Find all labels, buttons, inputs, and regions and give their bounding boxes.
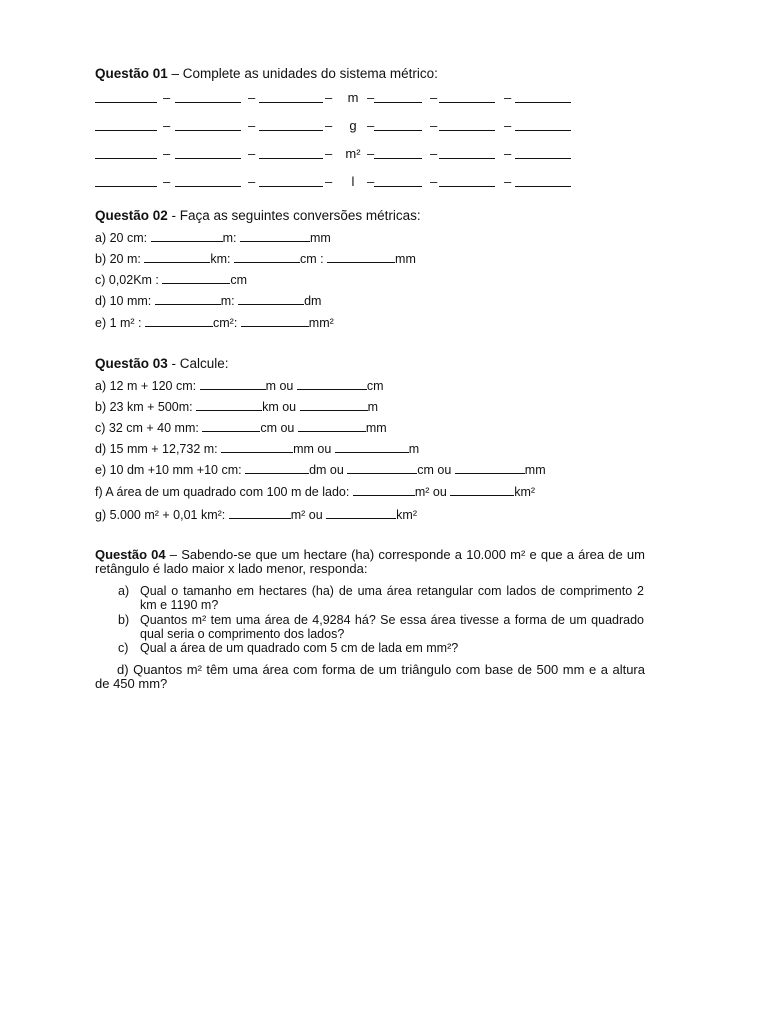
q3-a-unit2: cm <box>366 379 384 393</box>
q2-e-unit1: cm²: <box>213 316 241 330</box>
answer-blank[interactable] <box>229 518 291 519</box>
answer-blank[interactable] <box>162 283 230 284</box>
answer-blank[interactable] <box>240 241 310 242</box>
q2-label: Questão 02 <box>95 208 168 223</box>
dash-separator: – <box>325 90 333 105</box>
q2-d-unit1: m: <box>220 294 239 308</box>
metric-unit: g <box>349 118 357 133</box>
dash-separator: – <box>248 174 256 189</box>
answer-blank[interactable] <box>221 452 293 453</box>
q4-d-text: d) Quantos m² têm uma área com forma de um triângulo com base de 500 mm e a altura de 450 mm? <box>95 662 645 691</box>
answer-blank[interactable] <box>196 410 262 411</box>
q2-a-prompt: a) 20 cm: <box>95 231 151 245</box>
q4-b-label: b) <box>118 613 130 627</box>
answer-blank[interactable] <box>374 130 422 131</box>
answer-blank[interactable] <box>155 304 221 305</box>
q3-e-unit3: mm <box>524 463 546 477</box>
q3-f-unit2: km² <box>514 485 536 499</box>
answer-blank[interactable] <box>259 130 323 131</box>
q1-label: Questão 01 <box>95 66 168 81</box>
q2-title <box>95 208 421 223</box>
q4-item-a <box>118 585 644 612</box>
dash-separator: – <box>430 146 438 161</box>
answer-blank[interactable] <box>439 158 495 159</box>
q3-c-prompt: c) 32 cm + 40 mm: <box>95 421 203 435</box>
q4-label: Questão 04 <box>95 547 166 562</box>
answer-blank[interactable] <box>151 241 223 242</box>
answer-blank[interactable] <box>238 304 304 305</box>
answer-blank[interactable] <box>145 326 213 327</box>
dash-separator: – <box>504 174 512 189</box>
answer-blank[interactable] <box>515 186 571 187</box>
q3-b-prompt: b) 23 km + 500m: <box>95 400 197 414</box>
answer-blank[interactable] <box>245 473 309 474</box>
answer-blank[interactable] <box>175 158 241 159</box>
answer-blank[interactable] <box>297 389 367 390</box>
q2-e-unit2: mm² <box>308 316 334 330</box>
answer-blank[interactable] <box>515 130 571 131</box>
q3-d-prompt: d) 15 mm + 12,732 m: <box>95 442 222 456</box>
answer-blank[interactable] <box>439 130 495 131</box>
dash-separator: – <box>504 146 512 161</box>
dash-separator: – <box>325 174 333 189</box>
answer-blank[interactable] <box>144 262 210 263</box>
q2-b-unit1: km: <box>210 252 234 266</box>
q4-intro <box>95 548 645 576</box>
q4-item-b <box>118 614 644 641</box>
q2-b-prompt: b) 20 m: <box>95 252 145 266</box>
q2-item-c <box>95 273 247 287</box>
answer-blank[interactable] <box>374 158 422 159</box>
q2-item-a <box>95 231 331 245</box>
answer-blank[interactable] <box>353 495 415 496</box>
dash-separator: – <box>163 90 171 105</box>
dash-separator: – <box>248 118 256 133</box>
answer-blank[interactable] <box>439 102 495 103</box>
dash-separator: – <box>504 90 512 105</box>
q3-b-unit1: km ou <box>262 400 300 414</box>
q3-g-unit2: km² <box>396 508 417 522</box>
answer-blank[interactable] <box>175 102 241 103</box>
q2-b-unit3: mm <box>395 252 416 266</box>
q3-item-a <box>95 379 384 393</box>
metric-unit: m² <box>345 146 361 161</box>
metric-unit: l <box>351 174 355 189</box>
q4-item-c <box>118 642 644 656</box>
answer-blank[interactable] <box>202 431 260 432</box>
q3-a-unit1: m ou <box>265 379 297 393</box>
answer-blank[interactable] <box>200 389 266 390</box>
answer-blank[interactable] <box>450 495 514 496</box>
q3-item-f <box>95 485 535 499</box>
dash-separator: – <box>325 146 333 161</box>
q3-item-d <box>95 442 419 456</box>
q2-item-e <box>95 316 334 330</box>
dash-separator: – <box>430 174 438 189</box>
dash-separator: – <box>248 146 256 161</box>
q4-a-label: a) <box>118 584 130 598</box>
q2-text: - Faça as seguintes conversões métricas: <box>167 208 421 223</box>
q3-item-b <box>95 400 378 414</box>
q2-e-prompt: e) 1 m² : <box>95 316 146 330</box>
q3-e-prompt: e) 10 dm +10 mm +10 cm: <box>95 463 246 477</box>
q4-text: – Sabendo-se que um hectare (ha) corresponde a 10.000 m² e que a área de um retângulo é lado maior x lado menor, responda: <box>95 547 645 576</box>
dash-separator: – <box>367 174 375 189</box>
q4-b-text: Quantos m² tem uma área de 4,9284 há? Se essa área tivesse a forma de um quadrado qual seria o comprimento dos lados? <box>140 613 644 641</box>
q3-e-unit1: dm ou <box>309 463 348 477</box>
answer-blank[interactable] <box>95 186 157 187</box>
q3-d-unit2: m <box>408 442 420 456</box>
dash-separator: – <box>163 174 171 189</box>
answer-blank[interactable] <box>175 130 241 131</box>
dash-separator: – <box>367 118 375 133</box>
q4-item-d <box>95 663 645 691</box>
q1-title <box>95 66 438 81</box>
metric-row <box>95 174 575 190</box>
answer-blank[interactable] <box>298 431 366 432</box>
q3-title <box>95 356 229 371</box>
q3-text: - Calcule: <box>167 356 229 371</box>
metric-row <box>95 90 575 106</box>
q3-d-unit1: mm ou <box>293 442 335 456</box>
dash-separator: – <box>248 90 256 105</box>
q2-c-unit1: cm <box>230 273 248 287</box>
q3-e-unit2: cm ou <box>417 463 455 477</box>
answer-blank[interactable] <box>95 130 157 131</box>
answer-blank[interactable] <box>300 410 368 411</box>
answer-blank[interactable] <box>95 158 157 159</box>
q3-c-unit2: mm <box>365 421 387 435</box>
answer-blank[interactable] <box>455 473 525 474</box>
q3-item-e <box>95 463 546 477</box>
q4-c-text: Qual a área de um quadrado com 5 cm de lada em mm²? <box>140 641 459 655</box>
answer-blank[interactable] <box>439 186 495 187</box>
q2-a-unit2: mm <box>309 231 331 245</box>
answer-blank[interactable] <box>259 158 323 159</box>
answer-blank[interactable] <box>515 158 571 159</box>
q3-f-unit1: m² ou <box>414 485 451 499</box>
metric-unit: m <box>347 90 359 105</box>
q2-item-b <box>95 252 416 266</box>
q2-b-unit2: cm : <box>299 252 328 266</box>
dash-separator: – <box>163 146 171 161</box>
answer-blank[interactable] <box>327 262 395 263</box>
answer-blank[interactable] <box>259 102 323 103</box>
q3-f-prompt: f) A área de um quadrado com 100 m de lado: <box>95 485 353 499</box>
answer-blank[interactable] <box>347 473 417 474</box>
q2-item-d <box>95 294 321 308</box>
q2-c-prompt: c) 0,02Km : <box>95 273 163 287</box>
q2-a-unit1: m: <box>222 231 240 245</box>
dash-separator: – <box>367 146 375 161</box>
answer-blank[interactable] <box>374 102 422 103</box>
answer-blank[interactable] <box>234 262 300 263</box>
q3-g-unit1: m² ou <box>290 508 327 522</box>
q3-item-g <box>95 508 417 522</box>
q2-d-prompt: d) 10 mm: <box>95 294 155 308</box>
dash-separator: – <box>163 118 171 133</box>
answer-blank[interactable] <box>259 186 323 187</box>
q3-b-unit2: m <box>367 400 379 414</box>
answer-blank[interactable] <box>241 326 309 327</box>
metric-row <box>95 118 575 134</box>
answer-blank[interactable] <box>95 102 157 103</box>
answer-blank[interactable] <box>335 452 409 453</box>
q3-item-c <box>95 421 387 435</box>
metric-row <box>95 146 575 162</box>
answer-blank[interactable] <box>326 518 396 519</box>
q3-a-prompt: a) 12 m + 120 cm: <box>95 379 200 393</box>
answer-blank[interactable] <box>175 186 241 187</box>
dash-separator: – <box>430 90 438 105</box>
q3-c-unit1: cm ou <box>260 421 298 435</box>
dash-separator: – <box>367 90 375 105</box>
dash-separator: – <box>430 118 438 133</box>
q1-text: – Complete as unidades do sistema métrico: <box>167 66 438 81</box>
q2-d-unit2: dm <box>304 294 322 308</box>
answer-blank[interactable] <box>374 186 422 187</box>
q3-label: Questão 03 <box>95 356 168 371</box>
q4-c-label: c) <box>118 641 129 655</box>
q3-g-prompt: g) 5.000 m² + 0,01 km²: <box>95 508 229 522</box>
dash-separator: – <box>325 118 333 133</box>
q4-a-text: Qual o tamanho em hectares (ha) de uma área retangular com lados de comprimento 2 km e 1190 m? <box>140 584 644 612</box>
dash-separator: – <box>504 118 512 133</box>
answer-blank[interactable] <box>515 102 571 103</box>
